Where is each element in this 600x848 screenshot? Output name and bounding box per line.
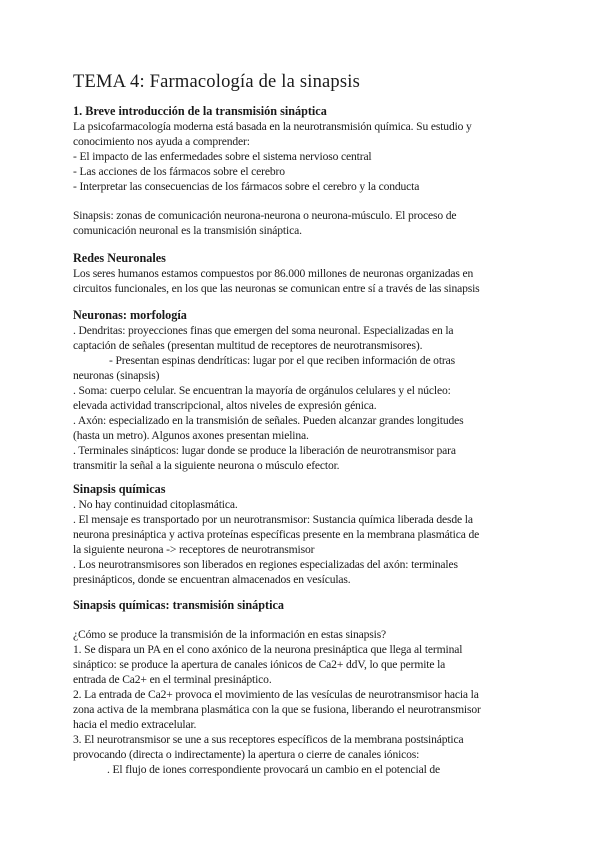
text-line: provocando (directa o indirectamente) la apertura o cierre de canales iónicos: — [73, 748, 420, 761]
text-line: zona activa de la membrana plasmática con la que se fusiona, liberando el neurotransmisor — [73, 703, 481, 716]
text-line: 3. El neurotransmisor se une a sus receptores específicos de la membrana postsináptica — [73, 733, 464, 746]
text-line: circuitos funcionales, en los que las neuronas se comunican entre sí a través de las sinapsis — [73, 282, 480, 295]
text-line: (hasta un metro). Algunos axones presentan mielina. — [73, 429, 309, 442]
text-line: . Los neurotransmisores son liberados en regiones especializadas del axón: terminales — [73, 558, 458, 571]
text-line: . El flujo de iones correspondiente provocará un cambio en el potencial de — [107, 763, 441, 776]
text-line: entrada de Ca2+ en el terminal presináptico. — [73, 673, 272, 686]
paragraph-sinapsis — [73, 208, 533, 238]
section-heading: Sinapsis químicas — [73, 482, 166, 496]
text-line: sináptico: se produce la apertura de canales iónicos de Ca2+ ddV, lo que permite la — [73, 658, 446, 671]
list-item: - Interpretar las consecuencias de los fármacos sobre el cerebro y la conducta — [73, 180, 420, 193]
text-line: . Dendritas: proyecciones finas que emergen del soma neuronal. Especializadas en la — [73, 324, 454, 337]
text-line: conocimiento nos ayuda a comprender: — [73, 135, 250, 148]
section-transmision-body — [73, 627, 533, 777]
section-redes-neuronales — [73, 251, 533, 296]
text-line: Sinapsis: zonas de comunicación neurona-neurona o neurona-músculo. El proceso de — [73, 209, 457, 222]
text-line: Los seres humanos estamos compuestos por 86.000 millones de neuronas organizadas en — [73, 267, 474, 280]
section-heading: Neuronas: morfología — [73, 308, 187, 322]
text-line: transmitir la señal a la siguiente neurona o músculo efector. — [73, 459, 340, 472]
text-line: . No hay continuidad citoplasmática. — [73, 498, 238, 511]
text-line: elevada actividad transcripcional, altos niveles de expresión génica. — [73, 399, 377, 412]
section-transmision-sinaptica — [73, 598, 533, 613]
list-item: - Las acciones de los fármacos sobre el cerebro — [73, 165, 285, 178]
text-line: 2. La entrada de Ca2+ provoca el movimiento de las vesículas de neurotransmisor hacia la — [73, 688, 479, 701]
text-line: captación de señales (presentan multitud de receptores de neurotransmisores). — [73, 339, 423, 352]
text-line: . El mensaje es transportado por un neurotransmisor: Sustancia química liberada desde la — [73, 513, 473, 526]
section-heading: 1. Breve introducción de la transmisión sináptica — [73, 104, 327, 118]
list-item: - El impacto de las enfermedades sobre el sistema nervioso central — [73, 150, 372, 163]
text-line: . Terminales sinápticos: lugar donde se produce la liberación de neurotransmisor para — [73, 444, 456, 457]
section-heading: Redes Neuronales — [73, 251, 166, 265]
text-line: neurona presináptica y activa proteínas específicas presente en la membrana plasmática de — [73, 528, 480, 541]
text-line: comunicación neuronal es la transmisión sináptica. — [73, 224, 302, 237]
section-heading: Sinapsis químicas: transmisión sináptica — [73, 598, 284, 612]
text-line: - Presentan espinas dendríticas: lugar por el que reciben información de otras — [109, 354, 455, 367]
section-intro — [73, 104, 533, 194]
text-line: neuronas (sinapsis) — [73, 369, 160, 382]
text-line: ¿Cómo se produce la transmisión de la información en estas sinapsis? — [73, 628, 387, 641]
text-line: presinápticos, donde se encuentran almacenados en vesículas. — [73, 573, 351, 586]
page-title: TEMA 4: Farmacología de la sinapsis — [73, 72, 361, 92]
section-neuronas-morfologia — [73, 308, 533, 473]
section-sinapsis-quimicas — [73, 482, 533, 587]
text-line: . Soma: cuerpo celular. Se encuentran la mayoría de orgánulos celulares y el núcleo: — [73, 384, 451, 397]
text-line: . Axón: especializado en la transmisión de señales. Pueden alcanzar grandes longitudes — [73, 414, 464, 427]
text-line: la siguiente neurona -> receptores de neurotransmisor — [73, 543, 315, 556]
text-line: hacia el medio extracelular. — [73, 718, 197, 731]
text-line: 1. Se dispara un PA en el cono axónico de la neurona presináptica que llega al terminal — [73, 643, 463, 656]
text-line: La psicofarmacología moderna está basada en la neurotransmisión química. Su estudio y — [73, 120, 472, 133]
